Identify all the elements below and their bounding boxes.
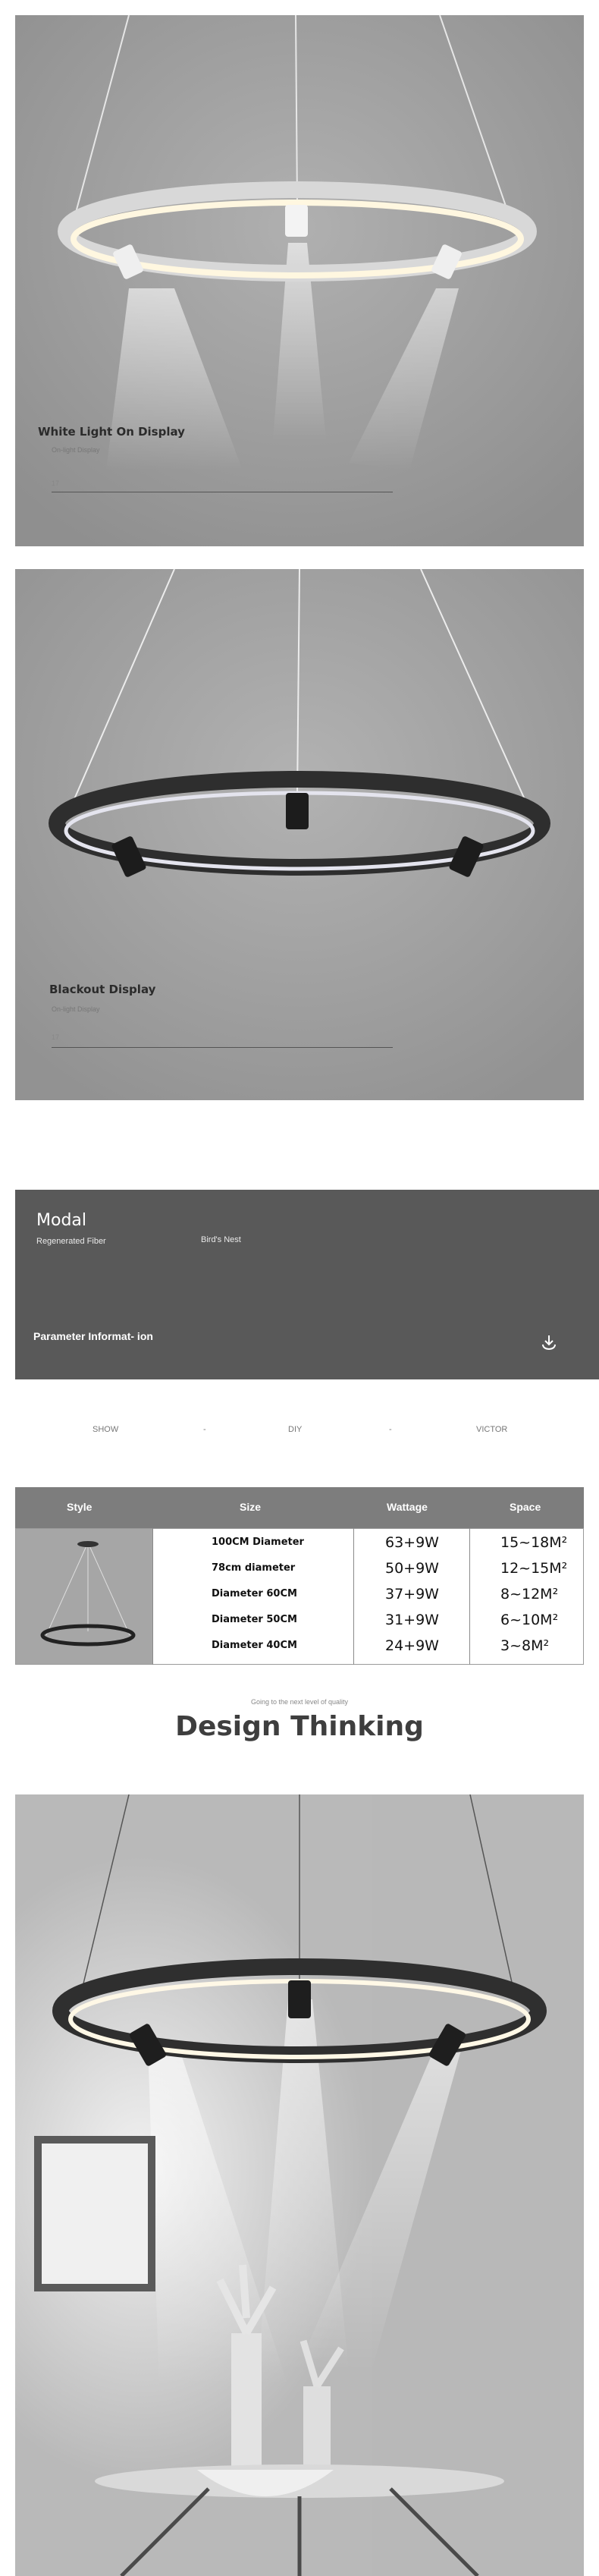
size-cell: Diameter 50CM [212,1614,297,1625]
black-ring-lamp-illustration [15,569,584,1100]
style-thumbnail [16,1529,152,1664]
white-ring-lamp-illustration [15,15,584,546]
design-heading: Design Thinking [175,1711,424,1742]
tab-show[interactable]: SHOW [93,1425,119,1434]
wattage-cell: 24+9W [385,1637,439,1654]
tab-diy[interactable]: DIY [288,1425,303,1434]
parameter-heading: Parameter Informat- ion [33,1330,153,1342]
space-cell: 15~18M² [500,1534,568,1551]
size-cell: Diameter 40CM [212,1640,297,1651]
column-divider [152,1528,153,1665]
size-cell: Diameter 60CM [212,1588,297,1599]
ring-thumbnail-icon [16,1529,152,1664]
size-cell: 100CM Diameter [212,1536,304,1548]
panel-subtitle: On-light Display [52,1005,100,1013]
modal-title: Modal [36,1211,86,1230]
space-cell: 8~12M² [500,1586,559,1603]
header-wattage: Wattage [387,1501,428,1513]
tab-separator: - [203,1425,206,1434]
style-label: Bird's Nest [201,1235,241,1244]
spec-table-header [15,1487,584,1528]
download-icon[interactable] [538,1332,560,1354]
modal-band [15,1190,599,1379]
design-kicker: Going to the next level of quality [250,1698,349,1706]
wattage-cell: 50+9W [385,1560,439,1577]
tab-victor[interactable]: VICTOR [476,1425,508,1434]
panel-subtitle: On-light Display [52,446,100,454]
wattage-cell: 63+9W [385,1534,439,1551]
tab-separator: - [389,1425,392,1434]
size-cell: 78cm diameter [212,1562,296,1574]
white-light-photo [15,15,584,546]
room-scene-photo [15,1794,584,2576]
panel-note: 17 [52,480,60,487]
space-cell: 3~8M² [500,1637,550,1654]
blackout-photo [15,569,584,1100]
column-divider [469,1528,470,1665]
header-size: Size [240,1501,262,1513]
panel-title: Blackout Display [49,983,156,996]
header-style: Style [67,1501,93,1513]
room-scene-illustration [15,1794,584,2576]
wattage-cell: 31+9W [385,1612,439,1628]
space-cell: 12~15M² [500,1560,568,1577]
divider-line [52,1047,393,1048]
column-divider [353,1528,354,1665]
material-label: Regenerated Fiber [36,1237,106,1246]
panel-note: 17 [52,1033,60,1041]
space-cell: 6~10M² [500,1612,559,1628]
panel-title: White Light On Display [38,425,185,439]
wattage-cell: 37+9W [385,1586,439,1603]
header-space: Space [510,1501,541,1513]
